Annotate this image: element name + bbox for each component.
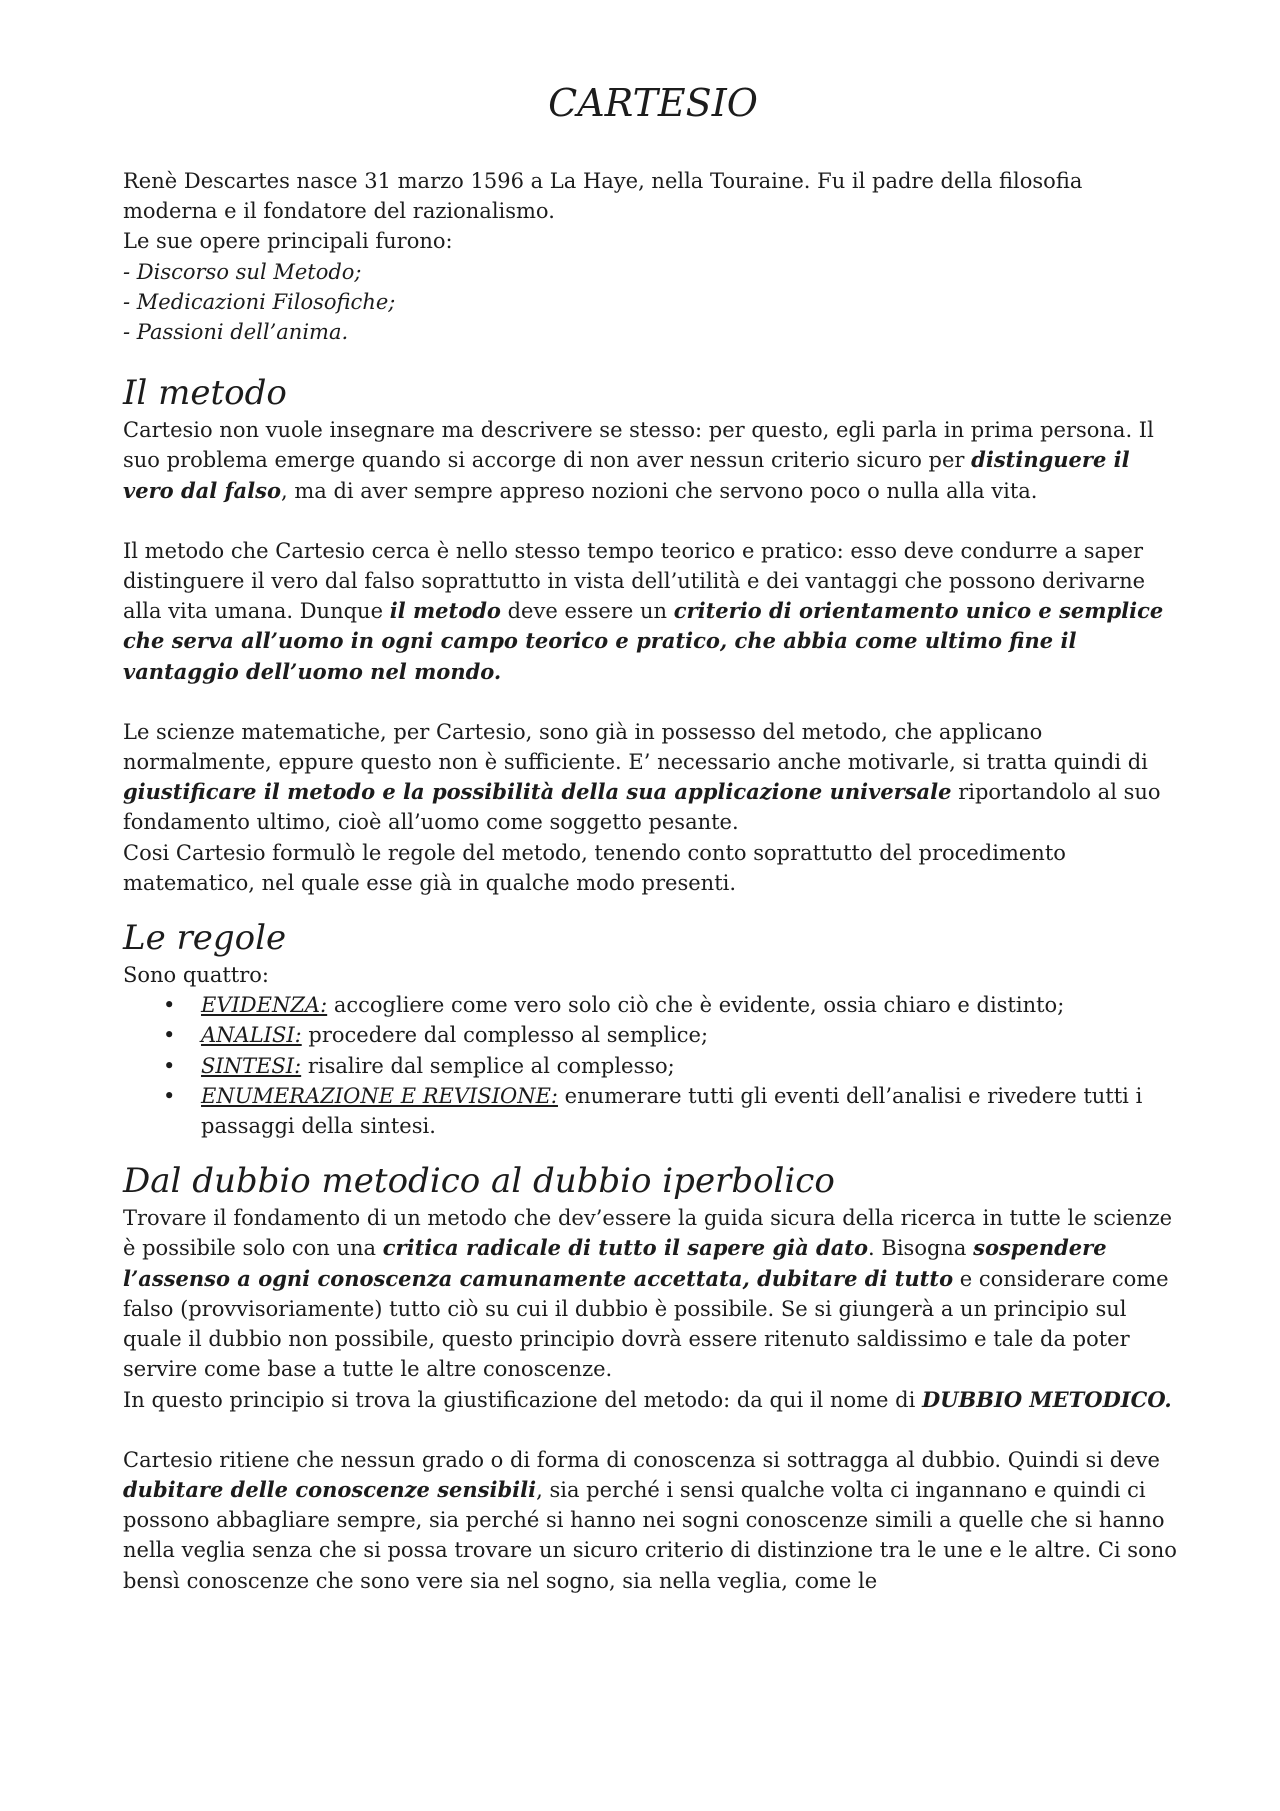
text-run: Cartesio ritiene che nessun grado o di forma di conoscenza si sottragga al dubbio. Quindi si deve: [123, 1447, 1160, 1472]
emphasis-text: sospendere l’assenso a ogni conoscenza camunamente accettata, dubitare di tutto: [123, 1235, 1107, 1291]
works-intro: Le sue opere principali furono:: [123, 229, 453, 254]
rule-term: SINTESI:: [201, 1053, 302, 1078]
document-content: [123, 78, 1183, 1596]
rule-term: ANALISI:: [201, 1023, 302, 1048]
section-heading-metodo: Il metodo: [123, 373, 287, 414]
rule-text: risalire dal semplice al complesso;: [301, 1053, 675, 1078]
metodo-paragraph-3: [123, 717, 1183, 838]
text-run: Il metodo che Cartesio cerca è nello stesso tempo teorico e pratico: esso deve condurre a saper distinguere il vero dal falso soprattutto in vista dell’utilità e dei vantaggi che possono derivarne alla vita umana. Dunque: [123, 538, 1146, 624]
dubbio-paragraph-3: [123, 1445, 1183, 1596]
intro-paragraph: [123, 166, 1183, 226]
list-item: [163, 1020, 1183, 1050]
regole-list: [123, 990, 1183, 1141]
list-item: [163, 990, 1183, 1020]
emphasis-text: giustificare il metodo e la possibilità della sua applicazione universale: [123, 779, 952, 805]
regole-intro: Sono quattro:: [123, 963, 269, 988]
work-item: - Discorso sul Metodo;: [123, 259, 362, 284]
section-heading-regole: Le regole: [123, 918, 287, 959]
text-run: , ma di aver sempre appreso nozioni che servono poco o nulla alla vita.: [280, 478, 1038, 503]
emphasis-text: distinguere il vero dal falso: [123, 447, 1130, 503]
text-run: riportandolo al suo fondamento ultimo, cioè all’uomo come soggetto pesante.: [123, 780, 1161, 835]
dubbio-paragraph-1: [123, 1203, 1183, 1384]
text-run: Le scienze matematiche, per Cartesio, sono già in possesso del metodo, che applicano normalmente, eppure questo non è sufficiente. E’ necessario anche motivarle, si tratta quindi di: [123, 719, 1148, 775]
rule-text: accogliere come vero solo ciò che è evidente, ossia chiaro e distinto;: [327, 993, 1065, 1018]
text-run: deve essere un: [500, 599, 674, 624]
emphasis-text: DUBBIO METODICO.: [921, 1386, 1172, 1412]
list-item: [163, 1081, 1183, 1141]
intro-text: Renè Descartes nasce 31 marzo 1596 a La Haye, nella Touraine. Fu il padre della filosofia moderna e il fondatore del razionalismo.: [123, 169, 1083, 224]
section-heading-dubbio: Dal dubbio metodico al dubbio iperbolico: [123, 1161, 835, 1202]
emphasis-text: dubitare delle conoscenze sensibili: [123, 1476, 537, 1502]
emphasis-text: il metodo: [389, 598, 501, 624]
text-run: Trovare il fondamento di un metodo che dev’essere la guida sicura della ricerca in tutte le scienze è possibile solo con una: [123, 1206, 1173, 1261]
work-item: - Medicazioni Filosofiche;: [123, 289, 396, 314]
work-item: - Passioni dell’anima.: [123, 320, 349, 345]
dubbio-paragraph-2: [123, 1385, 1183, 1415]
list-item: [163, 1051, 1183, 1081]
text-run: . Bisogna: [868, 1236, 974, 1261]
emphasis-text: criterio di orientamento unico e semplice che serva all’uomo in ogni campo teorico e pratico, che abbia come ultimo fine il vantaggio dell’uomo nel mondo.: [123, 598, 1164, 684]
text-run: Cartesio non vuole insegnare ma descrivere se stesso: per questo, egli parla in prima persona. Il suo problema emerge quando si accorge di non aver nessun criterio sicuro per: [123, 418, 1154, 473]
rule-text: enumerare tutti gli eventi dell’analisi e rivedere tutti i passaggi della sintesi.: [201, 1083, 1143, 1139]
rule-term: EVIDENZA:: [201, 993, 328, 1018]
metodo-paragraph-1: [123, 415, 1183, 506]
rule-text: procedere dal complesso al semplice;: [301, 1023, 709, 1048]
text-run: e considerare come falso (provvisoriamente) tutto ciò su cui il dubbio è possibile. Se si giungerà a un principio sul quale il dubbio non possibile, questo principio dovrà essere ritenuto saldissimo e tale da poter servire come base a tutte le altre conoscenze.: [123, 1266, 1169, 1382]
rule-term: ENUMERAZIONE E REVISIONE:: [201, 1083, 558, 1108]
metodo-paragraph-2: [123, 536, 1183, 687]
text-run: In questo principio si trova la giustificazione del metodo: da qui il nome di: [123, 1387, 922, 1412]
text-run: , sia perché i sensi qualche volta ci ingannano e quindi ci possono abbagliare sempre, sia perché si hanno nei sogni conoscenze simili a quelle che si hanno nella veglia senza che si possa trovare un sicuro criterio di distinzione tra le une e le altre. Ci sono bensì conoscenze che sono vere sia nel sogno, sia nella veglia, come le: [123, 1477, 1177, 1593]
emphasis-text: critica radicale di tutto il sapere già dato: [382, 1235, 869, 1261]
page-title: CARTESIO: [548, 81, 758, 125]
metodo-paragraph-4: Cosi Cartesio formulò le regole del metodo, tenendo conto soprattutto del procedimento matematico, nel quale esse già in qualche modo presenti.: [123, 840, 1066, 895]
